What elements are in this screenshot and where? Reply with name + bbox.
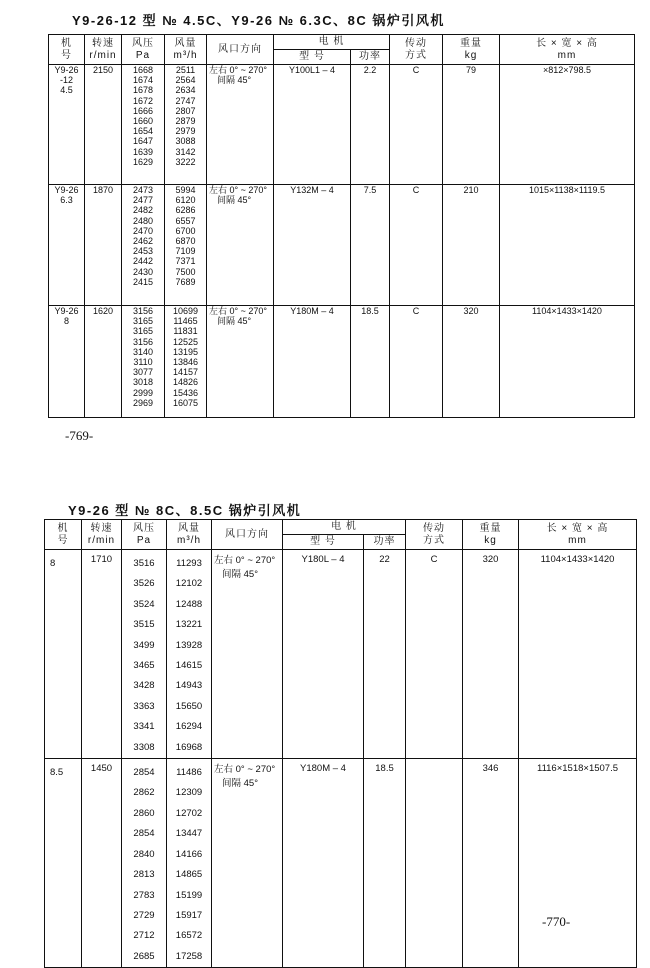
flow-cell <box>165 185 207 306</box>
pressure-cell <box>122 550 167 759</box>
pressure-cell-line: 3165 <box>132 326 154 337</box>
model-cell <box>49 306 85 418</box>
pressure-cell-line: 2729 <box>133 909 155 921</box>
flow-cell-line: 15199 <box>175 889 203 901</box>
header-model: 机 号 <box>45 520 82 550</box>
flow-cell <box>167 550 212 759</box>
flow-cell-line: 17258 <box>175 950 203 962</box>
pressure-cell-line: 2854 <box>133 767 155 779</box>
outlet-line: 间隔 45° <box>222 569 259 580</box>
pressure-cell-line: 3465 <box>133 660 155 672</box>
model-cell <box>45 550 82 759</box>
drive-cell: C <box>390 185 443 306</box>
header-weight: 重量 kg <box>463 520 519 550</box>
pressure-cell-line: 2813 <box>133 869 155 881</box>
model-cell <box>45 759 82 968</box>
pressure-cell-line: 1639 <box>132 146 154 157</box>
outlet-line: 左右 0° ~ 270° <box>209 65 267 75</box>
flow-cell-line: 14943 <box>175 680 203 692</box>
pressure-cell-line: 2862 <box>133 787 155 799</box>
outlet-line: 左右 0° ~ 270° <box>209 185 267 195</box>
flow-cell <box>165 65 207 185</box>
fan-spec-table-2 <box>44 519 637 968</box>
table-row <box>45 550 637 759</box>
pressure-cell <box>122 185 165 306</box>
pressure-cell-line: 3110 <box>133 357 153 368</box>
pressure-cell-line: 2415 <box>132 276 154 287</box>
flow-cell-line: 12102 <box>175 578 203 590</box>
flow-cell-line: 3088 <box>175 136 196 147</box>
flow-cell-line: 16572 <box>175 930 203 942</box>
header-weight: 重量 kg <box>443 35 500 65</box>
pressure-cell-line: 2470 <box>132 225 154 236</box>
pressure-cell <box>122 759 167 968</box>
pressure-cell-line: 2969 <box>132 397 154 408</box>
flow-cell-line: 16294 <box>175 721 203 733</box>
outlet-line: 间隔 45° <box>217 75 252 85</box>
pressure-cell-line: 2480 <box>132 215 154 226</box>
flow-cell-line: 2511 <box>175 65 196 75</box>
header-flow: 风量 m³/h <box>167 520 212 550</box>
pressure-cell-line: 3165 <box>132 316 154 327</box>
pressure-cell-line: 1629 <box>132 156 154 167</box>
dimensions-cell: 1015×1138×1119.5 <box>500 185 635 306</box>
header-outlet: 风口方向 <box>207 35 274 65</box>
flow-cell-line: 7109 <box>175 246 196 257</box>
flow-cell-line: 7371 <box>175 256 196 267</box>
pressure-cell-line: 3499 <box>133 639 155 651</box>
model-cell-line: -12 <box>59 75 73 86</box>
flow-cell-line: 10699 <box>172 306 199 316</box>
model-cell-line: Y9-26 <box>54 65 79 75</box>
model-cell-line: 8 <box>63 316 69 327</box>
motor-power-cell: 7.5 <box>351 185 390 306</box>
drive-cell <box>406 759 463 968</box>
page-title: Y9-26 型 № 8C、8.5C 锅炉引风机 <box>68 503 302 518</box>
table-body <box>49 65 635 418</box>
pressure-cell-line: 2999 <box>132 387 154 398</box>
flow-cell-line: 14865 <box>175 869 203 881</box>
flow-cell-line: 2564 <box>175 75 196 86</box>
motor-power-cell: 18.5 <box>364 759 406 968</box>
model-cell-line: 4.5 <box>60 85 73 96</box>
flow-cell-line: 3142 <box>175 146 196 157</box>
table-row <box>49 306 635 418</box>
pressure-cell <box>122 306 165 418</box>
flow-cell-line: 6870 <box>175 236 196 247</box>
outlet-line: 间隔 45° <box>222 778 259 790</box>
outlet-line: 间隔 45° <box>217 316 252 326</box>
pressure-cell-line: 2462 <box>132 236 154 247</box>
outlet-line: 左右 0° ~ 270° <box>209 306 267 316</box>
flow-cell-line: 13221 <box>175 619 203 631</box>
flow-cell-line: 11486 <box>176 767 202 779</box>
flow-cell-line: 14166 <box>175 848 203 860</box>
weight-cell: 79 <box>443 65 500 185</box>
flow-cell-line: 7689 <box>175 276 196 287</box>
flow-cell-line: 16968 <box>175 741 203 753</box>
flow-cell-line: 11293 <box>176 558 202 569</box>
header-speed: 转速 r/min <box>82 520 122 550</box>
outlet-line: 左右 0° ~ 270° <box>214 555 276 566</box>
flow-cell-line: 13195 <box>172 346 199 357</box>
weight-cell: 346 <box>463 759 519 968</box>
flow-cell-line: 2747 <box>175 95 196 106</box>
pressure-cell-line: 2453 <box>132 246 154 257</box>
pressure-cell-line: 2482 <box>132 205 154 216</box>
model-cell <box>49 65 85 185</box>
header-model: 机 号 <box>49 35 85 65</box>
flow-cell-line: 13846 <box>172 357 199 368</box>
motor-type-cell: Y132M – 4 <box>274 185 351 306</box>
motor-type-cell: Y180M – 4 <box>274 306 351 418</box>
dimensions-cell: ×812×798.5 <box>500 65 635 185</box>
flow-cell-line: 12525 <box>172 336 199 347</box>
flow-cell-line: 6557 <box>175 215 196 226</box>
dimensions-cell: 1104×1433×1420 <box>500 306 635 418</box>
pressure-cell-line: 1674 <box>132 75 154 86</box>
header-pressure: 风压 Pa <box>122 35 165 65</box>
weight-cell: 210 <box>443 185 500 306</box>
pressure-cell-line: 3156 <box>132 306 154 316</box>
pressure-cell-line: 2430 <box>132 266 154 277</box>
pressure-cell-line: 3515 <box>133 619 155 631</box>
flow-cell-line: 5994 <box>175 185 196 195</box>
header-dimensions: 长 × 宽 × 高 mm <box>500 35 635 65</box>
pressure-cell-line: 3156 <box>132 336 154 347</box>
outlet-cell <box>207 65 274 185</box>
flow-cell-line: 11465 <box>173 316 198 327</box>
flow-cell <box>167 759 212 968</box>
header-motor-power: 功率 <box>351 50 390 65</box>
pressure-cell-line: 3341 <box>133 721 155 733</box>
pressure-cell-line: 2854 <box>133 828 155 840</box>
dimensions-cell: 1104×1433×1420 <box>519 550 637 759</box>
flow-cell-line: 2807 <box>175 105 196 116</box>
speed-cell: 2150 <box>85 65 122 185</box>
model-cell <box>49 185 85 306</box>
model-cell-line: Y9-26 <box>54 185 79 195</box>
flow-cell-line: 15917 <box>175 909 203 921</box>
flow-cell-line: 6120 <box>175 195 196 206</box>
flow-cell-line: 2634 <box>175 85 196 96</box>
flow-cell-line: 13447 <box>175 828 203 840</box>
flow-cell-line: 2879 <box>175 116 196 127</box>
motor-power-cell: 2.2 <box>351 65 390 185</box>
flow-cell-line: 7500 <box>175 266 196 277</box>
flow-cell-line: 14157 <box>172 367 199 378</box>
outlet-cell <box>207 185 274 306</box>
table-row <box>45 759 637 968</box>
weight-cell: 320 <box>443 306 500 418</box>
pressure-cell-line: 2783 <box>133 889 155 901</box>
flow-cell-line: 3222 <box>175 156 196 167</box>
pressure-cell-line: 2840 <box>133 848 155 860</box>
pressure-cell-line: 3363 <box>133 700 155 712</box>
pressure-cell-line: 3308 <box>133 741 155 753</box>
flow-cell-line: 12309 <box>175 787 203 799</box>
flow-cell-line: 12702 <box>175 807 203 819</box>
table-body <box>45 550 637 968</box>
pressure-cell-line: 1654 <box>132 126 154 137</box>
outlet-line: 左右 0° ~ 270° <box>214 764 276 776</box>
header-motor: 电 机 <box>274 35 390 50</box>
flow-cell-line: 6700 <box>175 225 196 236</box>
motor-type-cell: Y100L1 – 4 <box>274 65 351 185</box>
pressure-cell-line: 1666 <box>132 105 154 116</box>
header-motor-type: 型 号 <box>283 535 364 550</box>
flow-cell-line: 13928 <box>175 639 203 651</box>
header-motor-type: 型 号 <box>274 50 351 65</box>
page-number: -769- <box>65 428 94 443</box>
speed-cell: 1710 <box>82 550 122 759</box>
motor-type-cell: Y180L – 4 <box>283 550 364 759</box>
pressure-cell-line: 3524 <box>133 598 155 610</box>
page-number: -770- <box>542 914 571 929</box>
header-motor-power: 功率 <box>364 535 406 550</box>
outlet-line: 间隔 45° <box>217 195 252 205</box>
header-drive: 传动 方式 <box>406 520 463 550</box>
table-row <box>49 185 635 306</box>
flow-cell-line: 2979 <box>175 126 196 137</box>
model-cell-line: Y9-26 <box>54 306 79 316</box>
flow-cell-line: 15436 <box>172 387 199 398</box>
model-cell-line: 8.5 <box>50 767 64 779</box>
flow-cell-line: 6286 <box>175 205 196 216</box>
flow-cell-line: 12488 <box>175 598 203 610</box>
drive-cell: C <box>390 65 443 185</box>
flow-cell-line: 11831 <box>173 326 198 337</box>
pressure-cell-line: 1672 <box>132 95 154 106</box>
header-pressure: 风压 Pa <box>122 520 167 550</box>
motor-power-cell: 22 <box>364 550 406 759</box>
pressure-cell-line: 3526 <box>133 578 155 590</box>
motor-type-cell: Y180M – 4 <box>283 759 364 968</box>
pressure-cell-line: 3428 <box>133 680 155 692</box>
drive-cell: C <box>406 550 463 759</box>
header-speed: 转速 r/min <box>85 35 122 65</box>
table-row <box>49 65 635 185</box>
pressure-cell-line: 3140 <box>132 346 154 357</box>
flow-cell-line: 14826 <box>172 377 199 388</box>
header-motor: 电 机 <box>283 520 406 535</box>
fan-spec-table-1 <box>48 34 635 418</box>
speed-cell: 1450 <box>82 759 122 968</box>
speed-cell: 1620 <box>85 306 122 418</box>
pressure-cell-line: 2442 <box>132 256 154 267</box>
pressure-cell-line: 1668 <box>132 65 154 75</box>
header-outlet: 风口方向 <box>212 520 283 550</box>
model-cell-line: 6.3 <box>60 195 73 206</box>
pressure-cell-line: 1678 <box>132 85 154 96</box>
flow-cell-line: 16075 <box>172 397 199 408</box>
flow-cell <box>165 306 207 418</box>
header-dimensions: 长 × 宽 × 高 mm <box>519 520 637 550</box>
pressure-cell-line: 2712 <box>133 930 155 942</box>
header-flow: 风量 m³/h <box>165 35 207 65</box>
header-drive: 传动 方式 <box>390 35 443 65</box>
weight-cell: 320 <box>463 550 519 759</box>
flow-cell-line: 15650 <box>175 700 203 712</box>
speed-cell: 1870 <box>85 185 122 306</box>
pressure-cell-line: 3077 <box>132 367 154 378</box>
pressure-cell-line: 2860 <box>133 807 155 819</box>
pressure-cell-line: 2477 <box>132 195 154 206</box>
drive-cell: C <box>390 306 443 418</box>
dimensions-cell: 1116×1518×1507.5 <box>519 759 637 968</box>
pressure-cell <box>122 65 165 185</box>
outlet-cell <box>212 759 283 968</box>
motor-power-cell: 18.5 <box>351 306 390 418</box>
page-title: Y9-26-12 型 № 4.5C、Y9-26 № 6.3C、8C 锅炉引风机 <box>72 13 445 28</box>
model-cell-line: 8 <box>50 558 56 569</box>
pressure-cell-line: 3516 <box>133 558 155 569</box>
outlet-cell <box>207 306 274 418</box>
pressure-cell-line: 3018 <box>132 377 154 388</box>
outlet-cell <box>212 550 283 759</box>
pressure-cell-line: 2685 <box>133 950 155 962</box>
pressure-cell-line: 1647 <box>132 136 154 147</box>
flow-cell-line: 14615 <box>175 660 203 672</box>
pressure-cell-line: 1660 <box>132 116 154 127</box>
pressure-cell-line: 2473 <box>132 185 154 195</box>
